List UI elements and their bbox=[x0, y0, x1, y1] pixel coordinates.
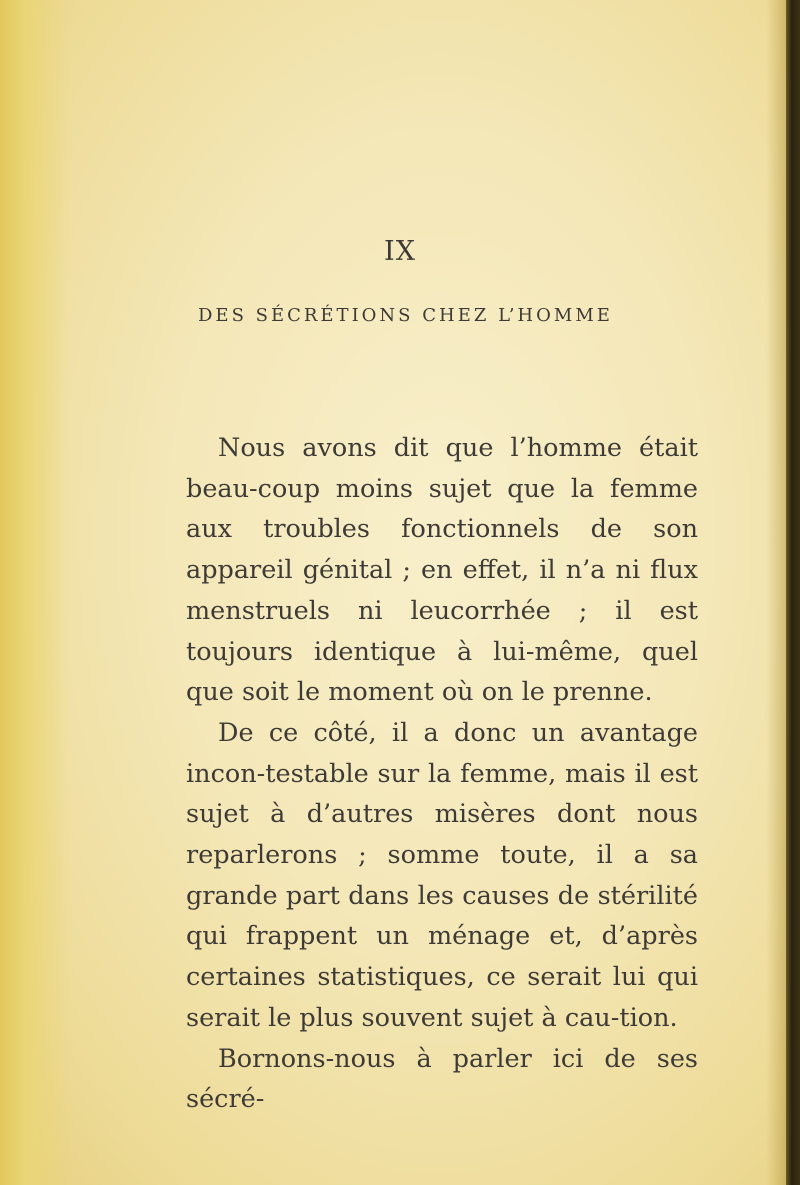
paragraph-3: Bornons-nous à parler ici de ses sécré- bbox=[186, 1043, 698, 1115]
body-text bbox=[186, 428, 698, 1120]
chapter-number: IX bbox=[384, 236, 416, 267]
chapter-title: DES SÉCRÉTIONS CHEZ L’HOMME bbox=[198, 305, 613, 326]
paragraph-2: De ce côté, il a donc un avantage incon-testable sur la femme, mais il est sujet à d’autres misères dont nous reparlerons ; somme toute, il a sa grande part dans les causes de stérilité qui frappent un ménage et, d’après certaines statistiques, ce serait lui qui serait le plus souvent sujet à cau-tion. bbox=[186, 717, 698, 1033]
page-binding-edge bbox=[0, 0, 70, 1185]
paragraph-1: Nous avons dit que l’homme était beau-coup moins sujet que la femme aux troubles fonctionnels de son appareil génital ; en effet, il n’a ni flux menstruels ni leucorrhée ; il est toujours identique à lui-même, quel que soit le moment où on le prenne. bbox=[186, 433, 698, 708]
page-edge-shadow bbox=[766, 0, 786, 1185]
page-right-edge bbox=[786, 0, 800, 1185]
